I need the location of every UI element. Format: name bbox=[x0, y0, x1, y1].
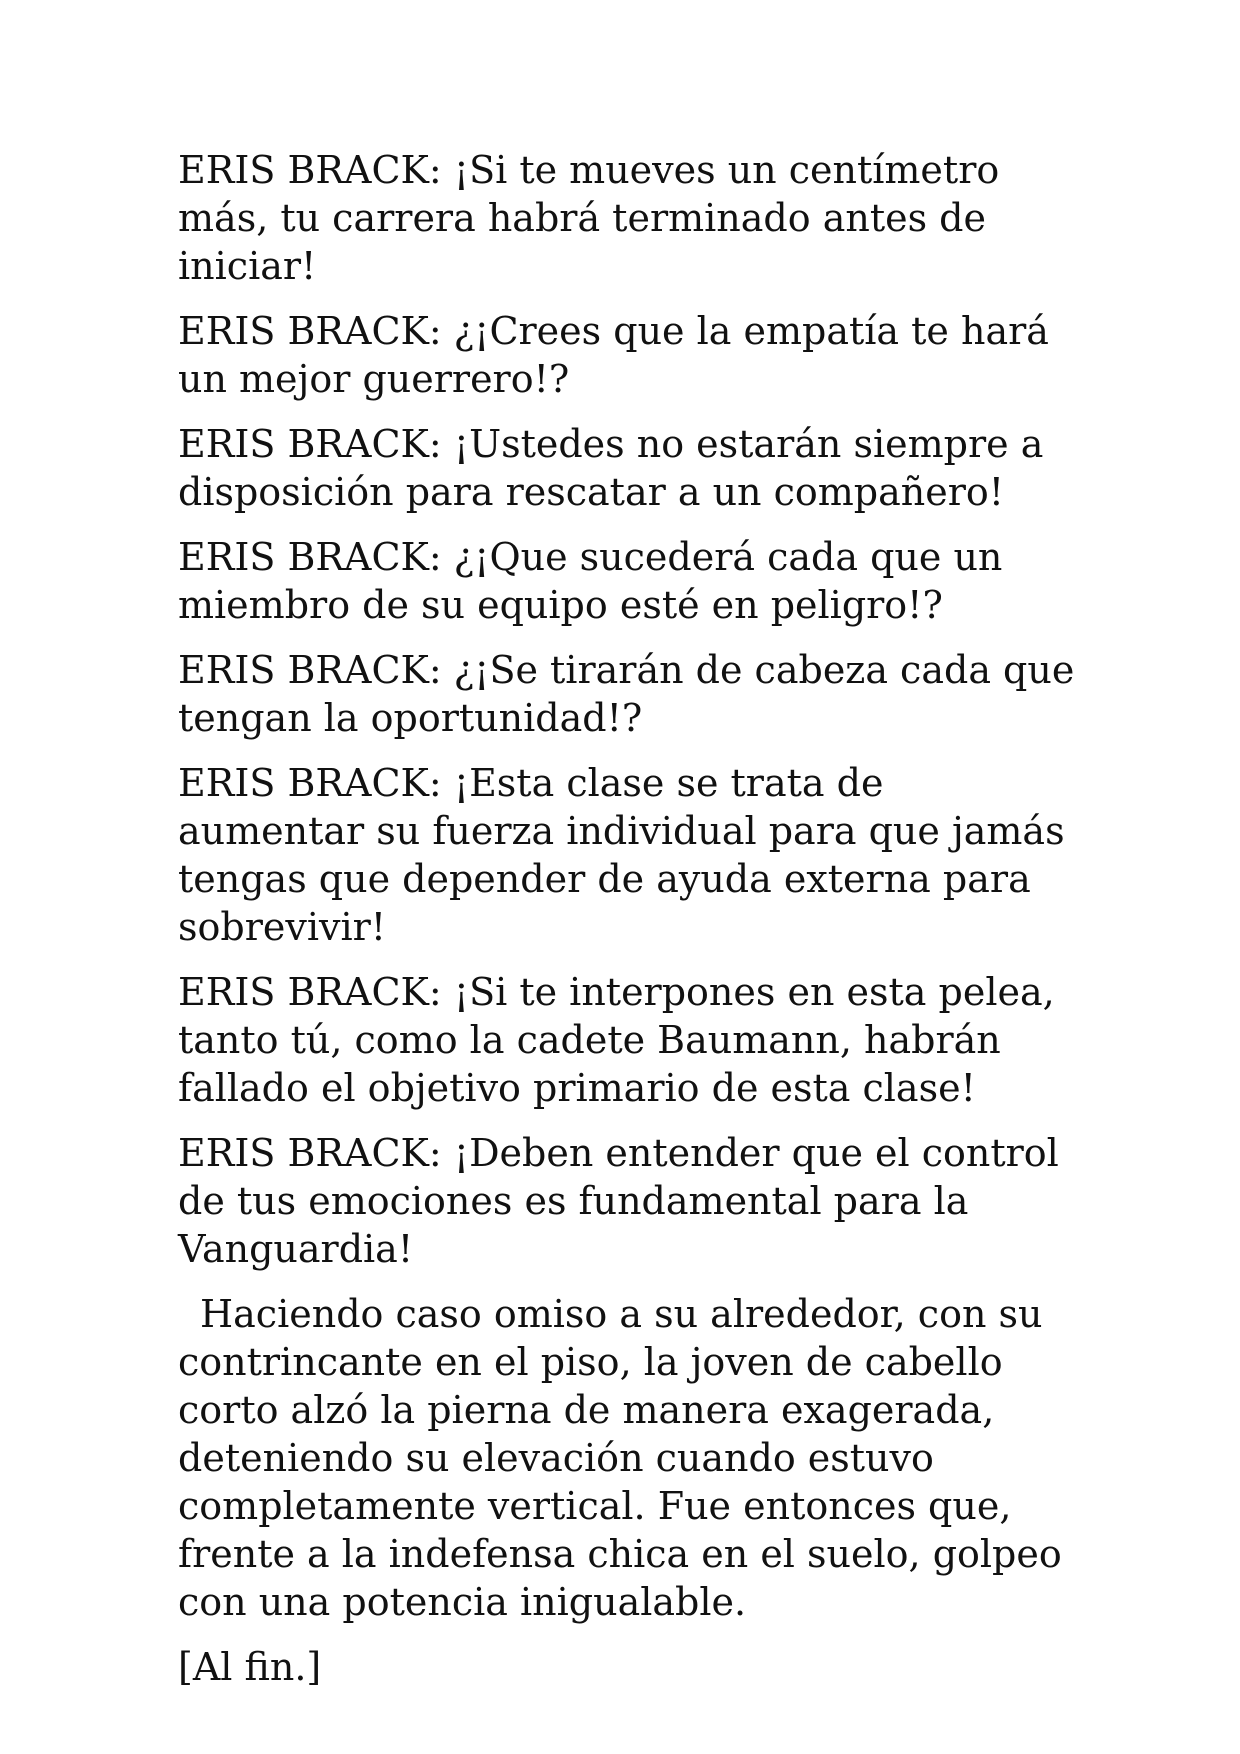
dialogue-line: ERIS BRACK: ¡Si te mueves un centímetro más, tu carrera habrá terminado antes de iniciar! bbox=[178, 148, 1000, 288]
dialogue-line: ERIS BRACK: ¿¡Que sucederá cada que un miembro de su equipo esté en peligro!? bbox=[178, 535, 1003, 627]
dialogue-line: ERIS BRACK: ¡Esta clase se trata de aumentar su fuerza individual para que jamás tengas que depender de ayuda externa para sobrevivir! bbox=[178, 761, 1065, 949]
dialogue-line: ERIS BRACK: ¿¡Crees que la empatía te hará un mejor guerrero!? bbox=[178, 309, 1049, 401]
dialogue-line: ERIS BRACK: ¡Ustedes no estarán siempre a disposición para rescatar a un compañero! bbox=[178, 422, 1044, 514]
dialogue-line: ERIS BRACK: ¡Deben entender que el control de tus emociones es fundamental para la Vanguardia! bbox=[178, 1131, 1059, 1271]
narrative-paragraph: Haciendo caso omiso a su alrededor, con su contrincante en el piso, la joven de cabello corto alzó la pierna de manera exagerada, deteniendo su elevación cuando estuvo completamente vertical. Fue entonces que, frente a la indefensa chica en el suelo, golpeo con una potencia inigualable. bbox=[178, 1292, 1062, 1624]
dialogue-line: ERIS BRACK: ¡Si te interpones en esta pelea, tanto tú, como la cadete Baumann, habrán fallado el objetivo primario de esta clase! bbox=[178, 970, 1055, 1110]
document-body bbox=[178, 146, 1078, 1708]
dialogue-line: ERIS BRACK: ¿¡Se tirarán de cabeza cada que tengan la oportunidad!? bbox=[178, 648, 1075, 740]
closing-line: [Al fin.] bbox=[178, 1645, 322, 1689]
